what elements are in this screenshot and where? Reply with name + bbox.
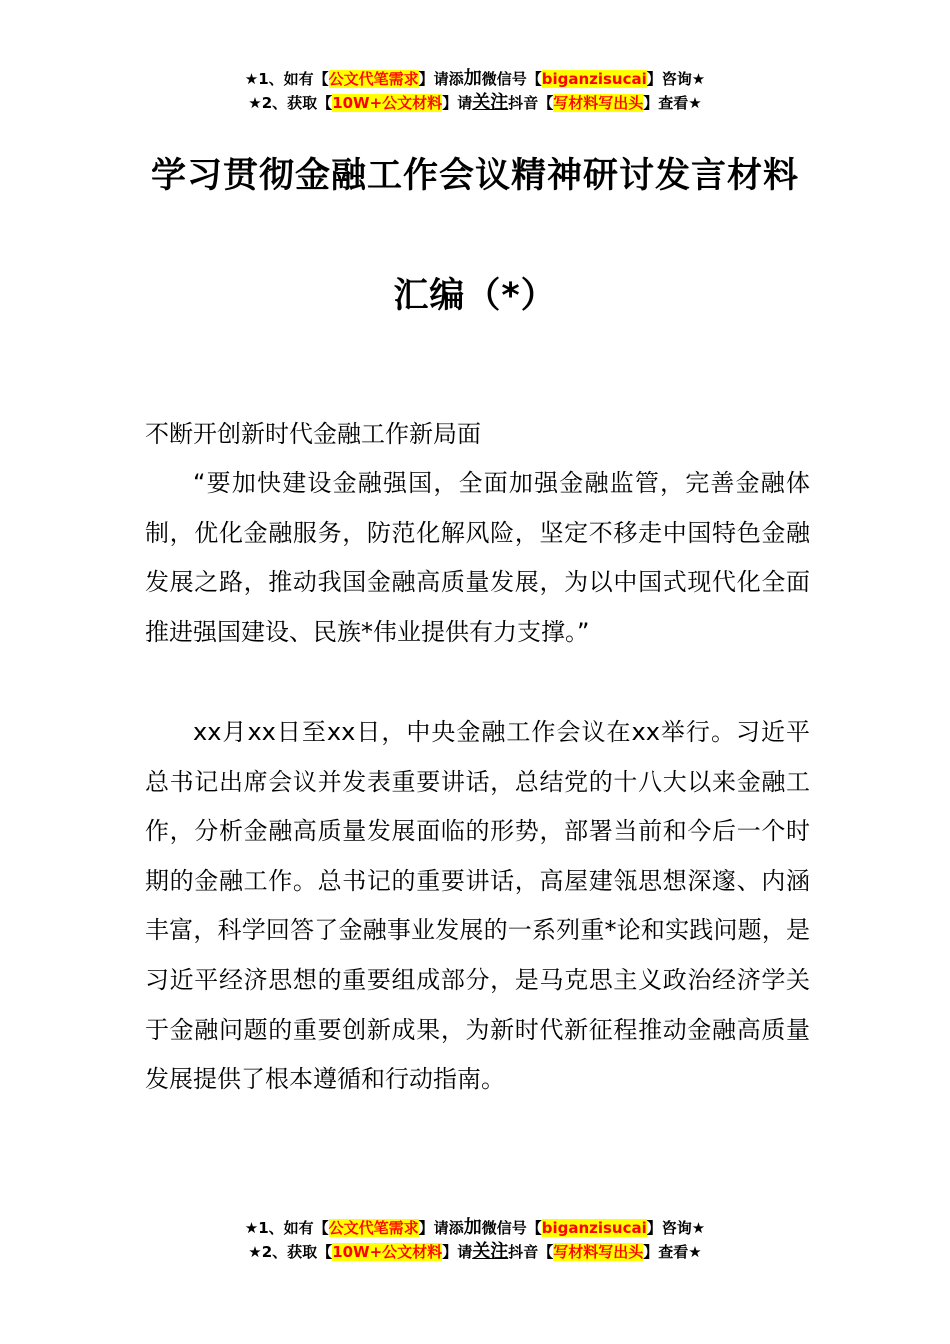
footer-highlight-douyin-account: 写材料写出头	[553, 1243, 644, 1261]
document-title-line-2: 汇编（*）	[393, 276, 557, 316]
footer-banner-line-1: ★1、如有【公文代笔需求】请添加微信号【biganzisucai】咨询★	[244, 1217, 706, 1238]
highlight-service: 公文代笔需求	[328, 70, 419, 88]
body-paragraph-1	[145, 459, 810, 657]
footer-highlight-materials: 10W+公文材料	[332, 1243, 443, 1261]
footer-highlight-service: 公文代笔需求	[328, 1219, 419, 1237]
meeting-paragraph: xx月xx日至xx日，中央金融工作会议在xx举行。习近平总书记出席会议并发表重要讲话，总结党的十八大以来金融工作，分析金融高质量发展面临的形势，部署当前和今后一个时期的金融工作。总书记的重要讲话，高屋建瓴思想深邃、内涵丰富，科学回答了金融事业发展的一系列重*论和实践问题，是习近平经济思想的重要组成部分，是马克思主义政治经济学关于金融问题的重要创新成果，为新时代新征程推动金融高质量发展提供了根本遵循和行动指南。	[145, 718, 810, 1094]
header-banner	[0, 67, 950, 115]
highlight-materials: 10W+公文材料	[332, 94, 443, 112]
quote-paragraph: “要加快建设金融强国，全面加强金融监管，完善金融体制，优化金融服务，防范化解风险，坚定不移走中国特色金融发展之路，推动我国金融高质量发展，为以中国式现代化全面推进强国建设、民族*伟业提供有力支撑。”	[145, 469, 810, 646]
footer-banner	[0, 1216, 950, 1264]
footer-highlight-wechat-id: biganzisucai	[541, 1219, 647, 1237]
banner-line-1: ★1、如有【公文代笔需求】请添加微信号【biganzisucai】咨询★	[244, 68, 706, 89]
highlight-wechat-id: biganzisucai	[541, 70, 647, 88]
highlight-douyin-account: 写材料写出头	[553, 94, 644, 112]
banner-line-2: ★2、获取【10W+公文材料】请关注抖音【写材料写出头】查看★	[248, 92, 702, 113]
section-subheading: 不断开创新时代金融工作新局面	[145, 420, 481, 448]
body-paragraph-2	[145, 708, 810, 1105]
footer-banner-line-2: ★2、获取【10W+公文材料】请关注抖音【写材料写出头】查看★	[248, 1241, 702, 1262]
document-title-line-1: 学习贯彻金融工作会议精神研讨发言材料	[150, 156, 799, 196]
